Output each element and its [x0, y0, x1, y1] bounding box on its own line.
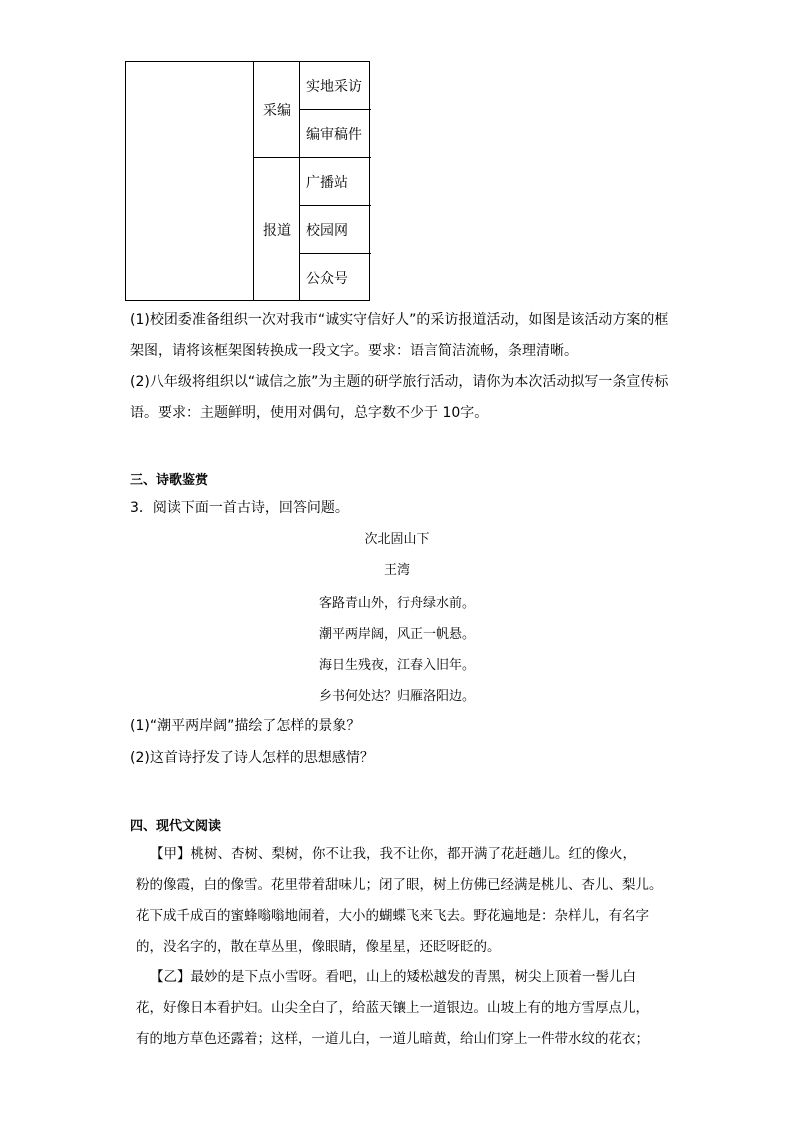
passage-line: 粉的像霞，白的像雪。花里带着甜味儿；闭了眼，树上仿佛已经满是桃儿、杏儿、梨儿。 — [136, 877, 663, 893]
question-text: (2)这首诗抒发了诗人怎样的思想感情？ — [130, 750, 374, 766]
poem-line: 乡书何处达？归雁洛阳边。 — [318, 689, 475, 704]
question-text: (1)“潮平两岸阔”描绘了怎样的景象？ — [130, 718, 361, 734]
poem-author: 王湾 — [383, 563, 410, 578]
poem-line: 潮平两岸阔，风正一帆悬。 — [318, 627, 475, 642]
poem-line: 海日生残夜，江春入旧年。 — [318, 658, 475, 673]
passage-line: 【甲】桃树、杏树、梨树，你不让我，我不让你，都开满了花赶趟儿。红的像火， — [150, 846, 636, 862]
question-text: 语。要求：主题鲜明，使用对偶句，总字数不少于 10字。 — [130, 405, 489, 421]
framework-category: 报道 — [263, 223, 291, 239]
question-text: (1)校团委准备组织一次对我市“诚实守信好人”的采访报道活动，如图是该活动方案的框 — [130, 312, 669, 328]
framework-category: 采编 — [263, 103, 291, 119]
framework-item: 校园网 — [306, 223, 348, 239]
question-text: 架图，请将该框架图转换成一段文字。要求：语言简洁流畅，条理清晰。 — [130, 343, 578, 359]
framework-item: 广播站 — [306, 175, 348, 191]
section-heading: 四、现代文阅读 — [130, 819, 222, 834]
section-heading: 三、诗歌鉴赏 — [130, 473, 209, 488]
framework-diagram — [125, 61, 370, 301]
framework-category-divider — [253, 157, 371, 158]
framework-item: 公众号 — [306, 271, 348, 287]
framework-leaf-divider — [299, 253, 371, 254]
framework-item: 实地采访 — [306, 79, 362, 95]
framework-divider-2 — [299, 62, 300, 300]
passage-line: 有的地方草色还露着；这样，一道儿白，一道儿暗黄，给山们穿上一件带水纹的花衣； — [136, 1031, 649, 1047]
framework-leaf-divider — [299, 109, 371, 110]
question-prompt: 3．阅读下面一首古诗，回答问题。 — [130, 500, 349, 516]
framework-divider-1 — [253, 62, 254, 300]
poem-line: 客路青山外，行舟绿水前。 — [318, 596, 475, 611]
question-text: (2)八年级将组织以“诚信之旅”为主题的研学旅行活动，请你为本次活动拟写一条宣传标 — [130, 374, 669, 390]
passage-line: 的，没名字的，散在草丛里，像眼睛，像星星，还眨呀眨的。 — [136, 939, 501, 955]
framework-item: 编审稿件 — [306, 127, 362, 143]
framework-leaf-divider — [299, 205, 371, 206]
passage-line: 花，好像日本看护妇。山尖全白了，给蓝天镶上一道银边。山坡上有的地方雪厚点儿， — [136, 1000, 649, 1016]
passage-line: 花下成千成百的蜜蜂嗡嗡地闹着，大小的蝴蝶飞来飞去。野花遍地是：杂样儿，有名字 — [136, 908, 649, 924]
passage-line: 【乙】最妙的是下点小雪呀。看吧，山上的矮松越发的青黑，树尖上顶着一髻儿白 — [150, 969, 636, 985]
poem-title: 次北固山下 — [364, 532, 430, 547]
